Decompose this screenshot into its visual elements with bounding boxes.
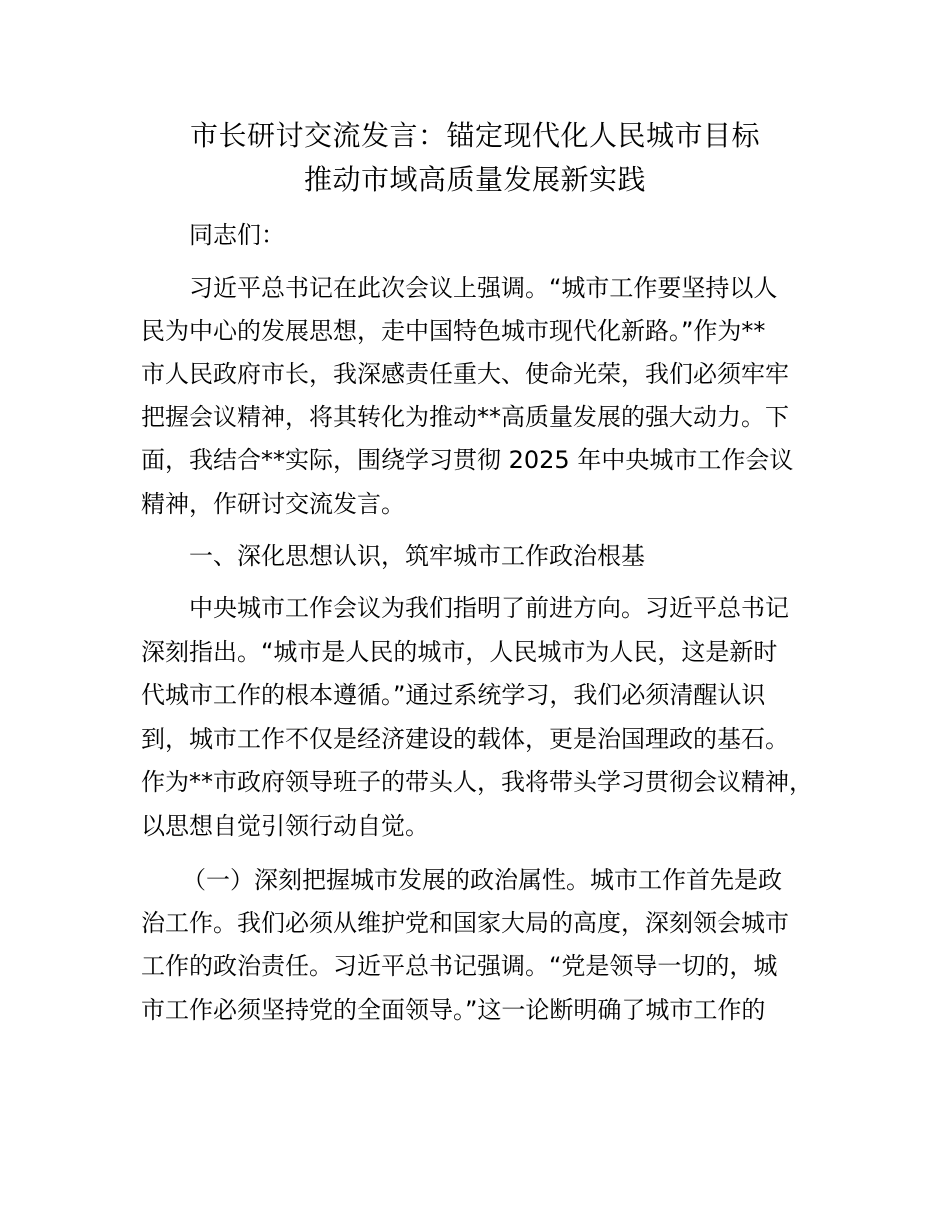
paragraph-2-line: 中央城市工作会议为我们指明了前进方向。习近平总书记 <box>189 594 789 622</box>
paragraph-3-line: （一）深刻把握城市发展的政治属性。城市工作首先是政 <box>182 866 782 894</box>
paragraph-2-line: 以思想自觉引领行动自觉。 <box>141 812 429 840</box>
paragraph-2-line: 代城市工作的根本遵循。”通过系统学习，我们必须清醒认识 <box>141 681 766 709</box>
section-1-heading: 一、深化思想认识，筑牢城市工作政治根基 <box>189 542 645 570</box>
document-title-line-1: 市长研讨交流发言：锚定现代化人民城市目标 <box>189 119 760 152</box>
paragraph-1-line: 市人民政府市长，我深感责任重大、使命光荣，我们必须牢牢 <box>141 360 789 388</box>
paragraph-1-line: 面，我结合**实际，围绕学习贯彻 2025 年中央城市工作会议 <box>141 446 794 474</box>
paragraph-2-line: 到，城市工作不仅是经济建设的载体，更是治国理政的基石。 <box>141 725 789 753</box>
paragraph-1-line: 精神，作研讨交流发言。 <box>141 490 405 518</box>
paragraph-1-line: 民为中心的发展思想，走中国特色城市现代化新路。”作为** <box>141 317 766 345</box>
paragraph-1-line: 习近平总书记在此次会议上强调。“城市工作要坚持以人 <box>189 274 778 302</box>
paragraph-3-line: 工作的政治责任。习近平总书记强调。“党是领导一切的，城 <box>141 952 778 980</box>
paragraph-2-line: 作为**市政府领导班子的带头人，我将带头学习贯彻会议精神， <box>141 768 813 796</box>
paragraph-2-line: 深刻指出。“城市是人民的城市，人民城市为人民，这是新时 <box>141 638 778 666</box>
paragraph-1-line: 把握会议精神，将其转化为推动**高质量发展的强大动力。下 <box>141 403 789 431</box>
salutation: 同志们： <box>189 221 285 249</box>
paragraph-3-line: 治工作。我们必须从维护党和国家大局的高度，深刻领会城市 <box>141 909 789 937</box>
document-title-line-2: 推动市域高质量发展新实践 <box>303 163 646 196</box>
paragraph-3-line: 市工作必须坚持党的全面领导。”这一论断明确了城市工作的 <box>141 996 766 1024</box>
